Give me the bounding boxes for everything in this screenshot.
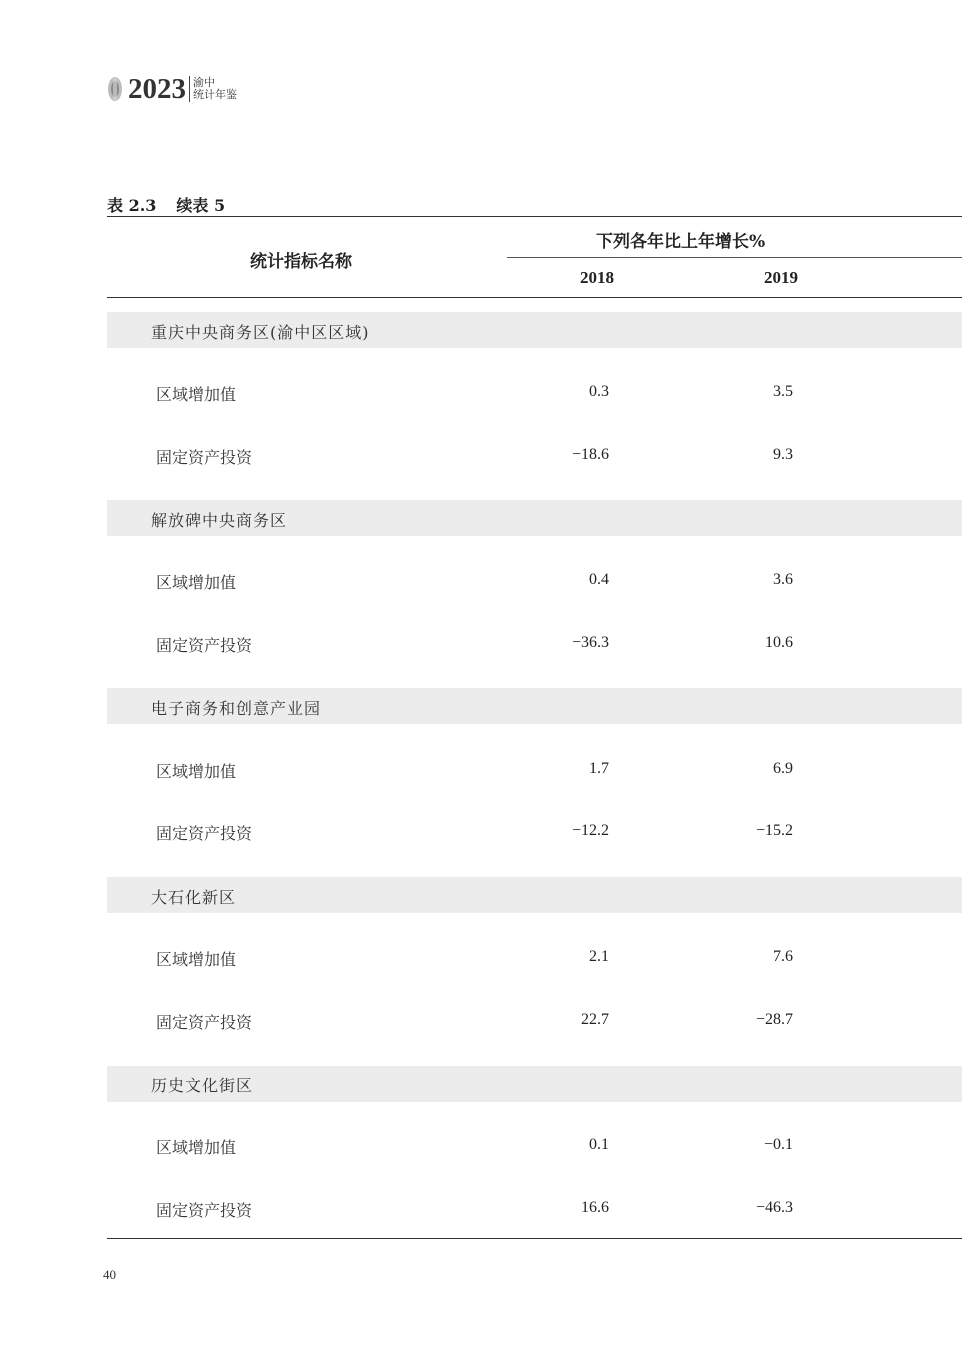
row-label: 固定资产投资 xyxy=(156,636,253,655)
table-cell: 1.7 xyxy=(589,760,609,777)
row-label: 固定资产投资 xyxy=(156,824,253,843)
table-cell: 6.9 xyxy=(773,760,793,777)
table-cell: 2.1 xyxy=(589,948,609,965)
table-cell: −36.3 xyxy=(571,634,609,651)
table-cell: −46.3 xyxy=(755,1199,793,1216)
table-cell: 16.6 xyxy=(581,1199,609,1216)
table-cell: −15.2 xyxy=(755,822,793,839)
page-number: 40 xyxy=(103,1267,116,1282)
yearbook-logo xyxy=(106,72,237,106)
row-label: 固定资产投资 xyxy=(156,1201,253,1220)
table-cell: 0.4 xyxy=(589,571,609,588)
table-cell: 9.3 xyxy=(773,446,793,463)
row-label: 区域增加值 xyxy=(156,385,237,404)
table-cell: −18.6 xyxy=(571,446,609,463)
logo-year: 2023 xyxy=(128,73,186,105)
row-label: 区域增加值 xyxy=(156,1138,237,1157)
logo-title-line2: 统计年鉴 xyxy=(193,88,237,101)
table-cell: −28.7 xyxy=(755,1011,793,1028)
table-cell: 0.1 xyxy=(589,1136,609,1153)
yearbook-emblem-icon xyxy=(106,74,124,104)
logo-divider xyxy=(189,76,190,102)
row-label: 区域增加值 xyxy=(156,573,237,592)
table-cell: 10.6 xyxy=(765,634,793,651)
section-title: 电子商务和创意产业园 xyxy=(151,699,322,718)
section-title: 历史文化街区 xyxy=(151,1076,254,1095)
header-bottom-rule xyxy=(107,297,962,298)
header-sub-rule xyxy=(507,257,962,258)
section-title: 解放碑中央商务区 xyxy=(151,511,288,530)
table-title-number: 表 2.3 xyxy=(107,196,157,215)
table-cell: 22.7 xyxy=(581,1011,609,1028)
table-cell: 3.6 xyxy=(773,571,793,588)
table-title xyxy=(107,193,225,216)
table-cell: 3.5 xyxy=(773,383,793,400)
table-top-rule xyxy=(107,216,962,217)
row-label: 区域增加值 xyxy=(156,950,237,969)
logo-title-line1: 渝中 xyxy=(193,76,215,89)
section-title: 大石化新区 xyxy=(151,888,237,907)
year-column-header-2018: 2018 xyxy=(580,268,614,287)
table-cell: 0.3 xyxy=(589,383,609,400)
row-label: 固定资产投资 xyxy=(156,448,253,467)
indicator-column-header: 统计指标名称 xyxy=(250,252,352,272)
growth-group-header: 下列各年比上年增长% xyxy=(596,232,766,252)
row-label: 区域增加值 xyxy=(156,762,237,781)
table-bottom-rule xyxy=(107,1238,962,1239)
row-label: 固定资产投资 xyxy=(156,1013,253,1032)
table-title-suffix: 续表 5 xyxy=(176,196,226,215)
table-cell: −12.2 xyxy=(571,822,609,839)
section-title: 重庆中央商务区(渝中区区域) xyxy=(151,323,370,342)
table-cell: −0.1 xyxy=(763,1136,793,1153)
table-cell: 7.6 xyxy=(773,948,793,965)
logo-title xyxy=(193,77,237,101)
year-column-header-2019: 2019 xyxy=(764,268,798,287)
